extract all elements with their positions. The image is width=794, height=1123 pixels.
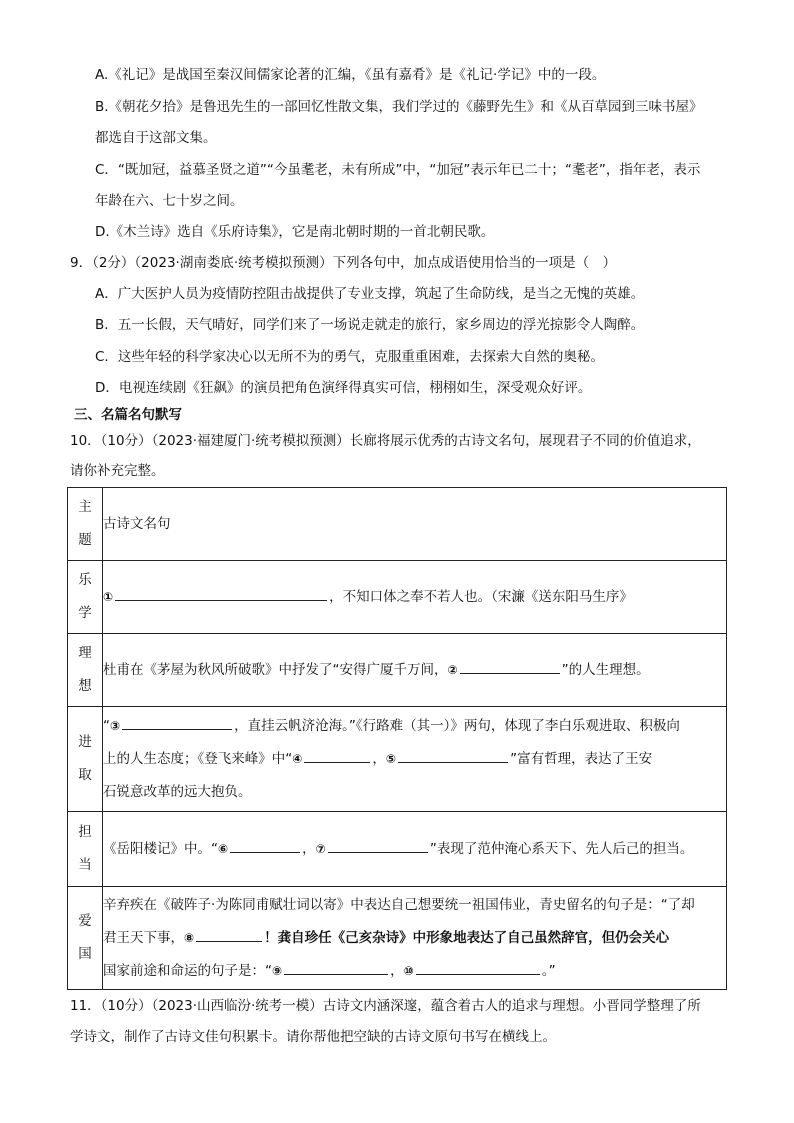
question-9-option-c: C．这些年轻的科学家决心以无所不为的勇气，克服重重困难，去探索大自然的奥秘。 — [95, 349, 604, 365]
blank-number: ⑨ — [272, 963, 283, 978]
poem-table — [67, 487, 727, 990]
content-cell: 《岳阳楼记》中。“⑥ ，⑦ ”表现了范仲淹心系天下、先人后己的担当。 — [103, 812, 727, 887]
topic-cell: 进 取 — [68, 707, 103, 812]
answer-blank[interactable] — [416, 958, 540, 975]
answer-blank[interactable] — [230, 836, 300, 853]
blank-number: ⑤ — [385, 751, 397, 766]
question-11-stem: 11．（10分）（2023·山西临汾·统考一模）古诗文内涵深邃，蕴含着古人的追求与理想。小晋同学整理了所 — [70, 998, 701, 1014]
content-cell: ① ，不知口体之奉不若人也。（宋濂《送东阳马生序》 — [103, 561, 727, 634]
topic-cell: 理 想 — [68, 634, 103, 707]
blank-number: ⑥ — [218, 841, 229, 856]
question-9-option-d: D．电视连续剧《狂飙》的演员把角色演绎得真实可信，栩栩如生，深受观众好评。 — [95, 380, 592, 396]
blank-number: ② — [447, 662, 458, 677]
answer-blank[interactable] — [122, 713, 232, 730]
answer-blank[interactable] — [284, 958, 388, 975]
question-9-option-a: A．广大医护人员为疫情防控阻击战提供了专业支撑，筑起了生命防线，是当之无愧的英雄。 — [95, 286, 645, 302]
content-header: 古诗文名句 — [103, 488, 727, 561]
option-b-prev: B.《朝花夕拾》是鲁迅先生的一部回忆性散文集，我们学过的《藤野先生》和《从百草园到三味书屋》 — [95, 99, 703, 115]
question-10-stem: 10．（10分）（2023·福建厦门·统考模拟预测）长廊将展示优秀的古诗文名句，展现君子不同的价值追求， — [70, 433, 701, 449]
option-a-prev: A.《礼记》是战国至秦汉间儒家论著的汇编，《虽有嘉肴》是《礼记·学记》中的一段。 — [95, 67, 606, 83]
blank-number: ① — [103, 589, 114, 604]
topic-cell: 乐 学 — [68, 561, 103, 634]
blank-number: ③ — [110, 718, 121, 733]
blank-number: ⑩ — [403, 963, 414, 978]
question-11-stem-cont: 学诗文，制作了古诗文佳句积累卡。请你帮他把空缺的古诗文原句书写在横线上。 — [70, 1029, 556, 1045]
question-9-stem: 9．（2分）（2023·湖南娄底·统考模拟预测）下列各句中，加点成语使用恰当的一项是（ ） — [70, 255, 617, 271]
answer-blank[interactable] — [304, 746, 370, 763]
answer-blank[interactable] — [460, 657, 560, 674]
table-row-header — [68, 488, 727, 561]
blank-number: ⑧ — [184, 930, 195, 945]
answer-blank[interactable] — [196, 925, 262, 942]
table-row-dandang — [68, 812, 727, 887]
option-b-prev-cont: 都选自于这部文集。 — [95, 130, 217, 146]
section-heading: 三、名篇名句默写 — [74, 407, 182, 423]
blank-number: ④ — [292, 751, 303, 766]
answer-blank[interactable] — [398, 746, 508, 763]
answer-blank[interactable] — [115, 584, 327, 601]
option-d-prev: D.《木兰诗》选自《乐府诗集》，它是南北朝时期的一首北朝民歌。 — [95, 224, 495, 240]
question-9-option-b: B．五一长假，天气晴好，同学们来了一场说走就走的旅行，家乡周边的浮光掠影令人陶醉。 — [95, 317, 645, 333]
content-cell: 杜甫在《茅屋为秋风所破歌》中抒发了“安得广厦千万间，② ”的人生理想。 — [103, 634, 727, 707]
option-c-prev: C．“既加冠，益慕圣贤之道”“今虽耄老，未有所成”中，“加冠”表示年已二十；“耄老”，指年老，表示 — [95, 162, 701, 178]
topic-cell: 担 当 — [68, 812, 103, 887]
table-row-lixiang — [68, 634, 727, 707]
content-cell: “③ ，直挂云帆济沧海。”《行路难（其一）》两句，体现了李白乐观进取、积极向 上的人生态度；《登飞来峰》中“④ ，⑤ ”富有哲理，表达了王安 石锐意改革的远大抱负。 — [103, 707, 727, 812]
question-10-stem-cont: 请你补充完整。 — [70, 463, 165, 479]
option-c-prev-cont: 年龄在六、七十岁之间。 — [95, 193, 244, 209]
content-cell: 辛弃疾在《破阵子·为陈同甫赋壮词以寄》中表达自己想要统一祖国伟业，青史留名的句子是：“了却 君王天下事，⑧ ！龚自珍任《己亥杂诗》中形象地表达了自己虽然辞官，但仍会关心 国家前途和命运的句子是：“⑨ ，⑩ 。” — [103, 887, 727, 990]
topic-cell: 主 题 — [68, 488, 103, 561]
topic-cell: 爱 国 — [68, 887, 103, 990]
table-row-jinqu — [68, 707, 727, 812]
answer-blank[interactable] — [328, 836, 428, 853]
table-row-aiguo — [68, 887, 727, 990]
blank-number: ⑦ — [315, 841, 326, 856]
table-row-lexue — [68, 561, 727, 634]
